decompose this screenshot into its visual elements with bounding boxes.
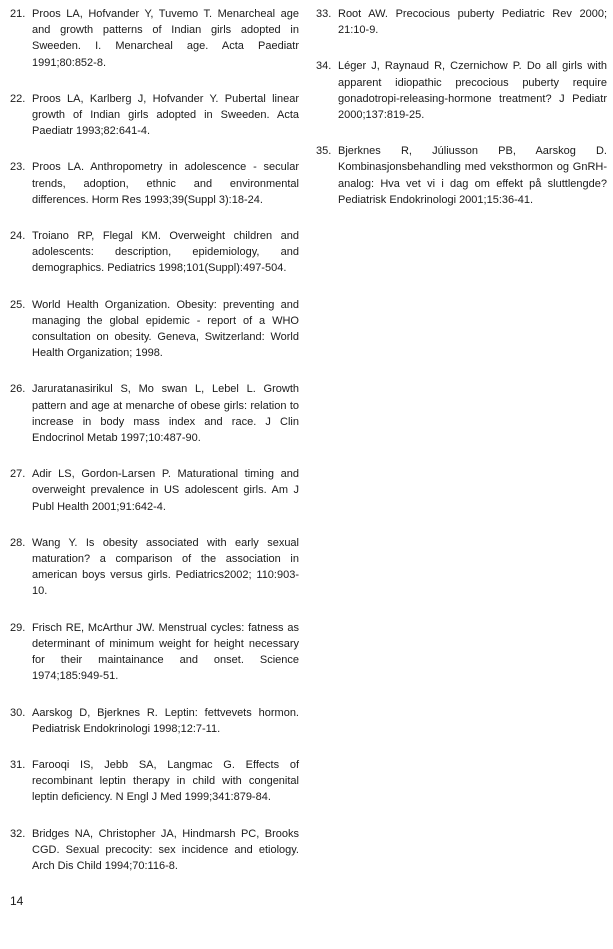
reference-number: 32. (10, 827, 26, 840)
reference-21 (10, 6, 299, 71)
reference-list-left (10, 6, 299, 874)
reference-list-right (316, 6, 607, 208)
reference-text: Proos LA. Anthropometry in adolescence - secular trends, adoption, ethnic and environmental differences. Horm Res 1993;39(Suppl 3):18-24. (32, 161, 299, 206)
reference-28 (10, 535, 299, 600)
reference-35 (316, 143, 607, 208)
reference-text: Frisch RE, McArthur JW. Menstrual cycles: fatness as determinant of minimum weight for height necessary for their maintainance and onset. Science 1974;185:949-51. (32, 621, 299, 683)
reference-text: Proos LA, Hofvander Y, Tuvemo T. Menarcheal age and growth patterns of Indian girls adopted in Sweeden. I. Menarcheal age. Acta Paediatr 1991;80:852-8. (32, 8, 299, 69)
reference-number: 25. (10, 298, 26, 311)
reference-number: 30. (10, 706, 26, 719)
reference-30 (10, 705, 299, 737)
reference-33 (316, 6, 607, 38)
reference-27 (10, 466, 299, 515)
reference-number: 29. (10, 621, 26, 634)
reference-number: 21. (10, 8, 26, 20)
reference-24 (10, 228, 299, 277)
reference-text: Wang Y. Is obesity associated with early sexual maturation? a comparison of the association in american boys versus girls. Pediatrics2002; 110:903-10. (32, 536, 299, 598)
reference-text: Adir LS, Gordon-Larsen P. Maturational timing and overweight prevalence in US adolescent girls. Am J Publ Health 2001;91:642-4. (32, 468, 299, 513)
reference-text: Bridges NA, Christopher JA, Hindmarsh PC, Brooks CGD. Sexual precocity: sex incidence and etiology. Arch Dis Child 1994;70:116-8. (32, 827, 299, 872)
reference-text: Léger J, Raynaud R, Czernichow P. Do all girls with apparent idiopathic precocious puberty require gonadotropi-releasing-hormone treatment? J Pediatr 2000;137:819-25. (338, 60, 607, 122)
reference-text: World Health Organization. Obesity: preventing and managing the global epidemic - report of a WHO consultation on obesity. Geneva, Switzerland: World Health Organization; 1998. (32, 298, 299, 360)
reference-number: 22. (10, 92, 26, 105)
reference-32 (10, 826, 299, 875)
reference-text: Root AW. Precocious puberty Pediatric Rev 2000; 21:10-9. (338, 8, 607, 37)
reference-23 (10, 159, 299, 208)
reference-text: Aarskog D, Bjerknes R. Leptin: fettvevets hormon. Pediatrisk Endokrinologi 1998;12:7-11. (32, 706, 299, 735)
reference-text: Bjerknes R, Júliusson PB, Aarskog D. Kombinasjonsbehandling med veksthormon og GnRH-analog: Hva vet vi i dag om effekt på sluttlengde? Pediatrisk Endokrinologi 2001;15:36-41. (338, 145, 607, 206)
reference-31 (10, 757, 299, 806)
reference-text: Proos LA, Karlberg J, Hofvander Y. Pubertal linear growth of Indian girls adopted in Sweeden. Acta Paediatr 1993;82:641-4. (32, 92, 299, 138)
reference-number: 31. (10, 758, 26, 771)
reference-text: Troiano RP, Flegal KM. Overweight children and adolescents: description, epidemiology, and demographics. Pediatrics 1998;101(Suppl):497-504. (32, 230, 299, 275)
reference-34 (316, 58, 607, 123)
reference-number: 34. (316, 60, 332, 73)
reference-number: 27. (10, 468, 26, 481)
reference-number: 24. (10, 230, 26, 243)
reference-number: 28. (10, 536, 26, 549)
reference-number: 26. (10, 383, 26, 396)
reference-number: 23. (10, 161, 26, 174)
reference-29 (10, 620, 299, 685)
reference-number: 33. (316, 8, 332, 20)
reference-25 (10, 297, 299, 362)
reference-number: 35. (316, 145, 332, 158)
reference-text: Jaruratanasirikul S, Mo swan L, Lebel L. Growth pattern and age at menarche of obese girls: relation to increase in body mass index and race. J Clin Endocrinol Metab 1997;10:487-90. (32, 383, 299, 445)
reference-26 (10, 381, 299, 446)
reference-22 (10, 91, 299, 140)
reference-text: Farooqi IS, Jebb SA, Langmac G. Effects of recombinant leptin therapy in child with congenital leptin deficiency. N Engl J Med 1999;341:879-84. (32, 758, 299, 804)
page-number: 14 (10, 894, 24, 908)
